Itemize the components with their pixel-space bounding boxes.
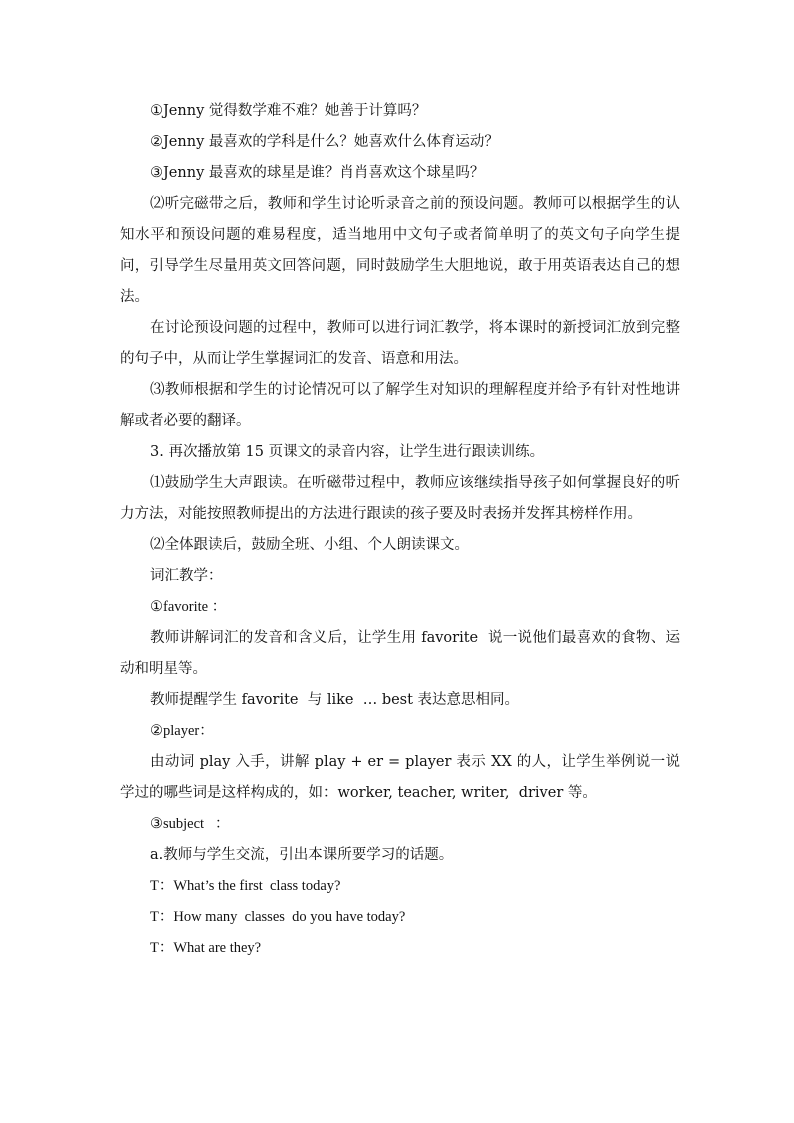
paragraph-vocabulary-teaching: 在讨论预设问题的过程中，教师可以进行词汇教学，将本课时的新授词汇放到完整的句子中，从而让学生掌握词汇的发音、语意和用法。 <box>120 320 680 367</box>
document-body <box>120 96 680 964</box>
vocabulary-heading: 词汇教学： <box>150 568 223 584</box>
vocab-subject: ③subject ： <box>150 816 230 832</box>
step-3-heading: 3. 再次播放第 15 页课文的录音内容，让学生进行跟读训练。 <box>150 444 545 460</box>
paragraph-read-aloud: ⑴鼓励学生大声跟读。在听磁带过程中，教师应该继续指导孩子如何掌握良好的听力方法，对能按照教师提出的方法进行跟读的孩子要及时表扬并发挥其榜样作用。 <box>120 475 680 522</box>
question-1: ①Jenny 觉得数学难不难？她善于计算吗？ <box>150 103 427 119</box>
paragraph-group-reading: ⑵全体跟读后，鼓励全班、小组、个人朗读课文。 <box>150 537 469 553</box>
vocab-player: ②player： <box>150 723 214 739</box>
question-2: ②Jenny 最喜欢的学科是什么？她喜欢什么体育运动？ <box>150 134 499 150</box>
dialogue-line-3: T：What are they? <box>150 940 262 956</box>
paragraph-favorite-like-best: 教师提醒学生 favorite 与 like … best 表达意思相同。 <box>150 692 520 708</box>
paragraph-subject-intro: a.教师与学生交流，引出本课所要学习的话题。 <box>150 847 454 863</box>
paragraph-favorite-usage: 教师讲解词汇的发音和含义后，让学生用 favorite 说一说他们最喜欢的食物、运动和明星等。 <box>120 630 680 677</box>
vocab-favorite: ①favorite ： <box>150 599 227 615</box>
paragraph-discussion: ⑵听完磁带之后，教师和学生讨论听录音之前的预设问题。教师可以根据学生的认知水平和预设问题的难易程度，适当地用中文句子或者简单明了的英文句子向学生提问，引导学生尽量用英文回答问题，同时鼓励学生大胆地说，敢于用英语表达自己的想法。 <box>120 196 680 305</box>
paragraph-explanation: ⑶教师根据和学生的讨论情况可以了解学生对知识的理解程度并给予有针对性地讲解或者必要的翻译。 <box>120 382 680 429</box>
question-3: ③Jenny 最喜欢的球星是谁？肖肖喜欢这个球星吗？ <box>150 165 485 181</box>
dialogue-line-1: T：What’s the first class today? <box>150 878 341 894</box>
paragraph-player-usage: 由动词 play 入手，讲解 play + er = player 表示 XX 的人，让学生举例说一说学过的哪些词是这样构成的，如：worker, teacher, writer, driver 等。 <box>120 754 680 801</box>
dialogue-line-2: T：How many classes do you have today? <box>150 909 406 925</box>
